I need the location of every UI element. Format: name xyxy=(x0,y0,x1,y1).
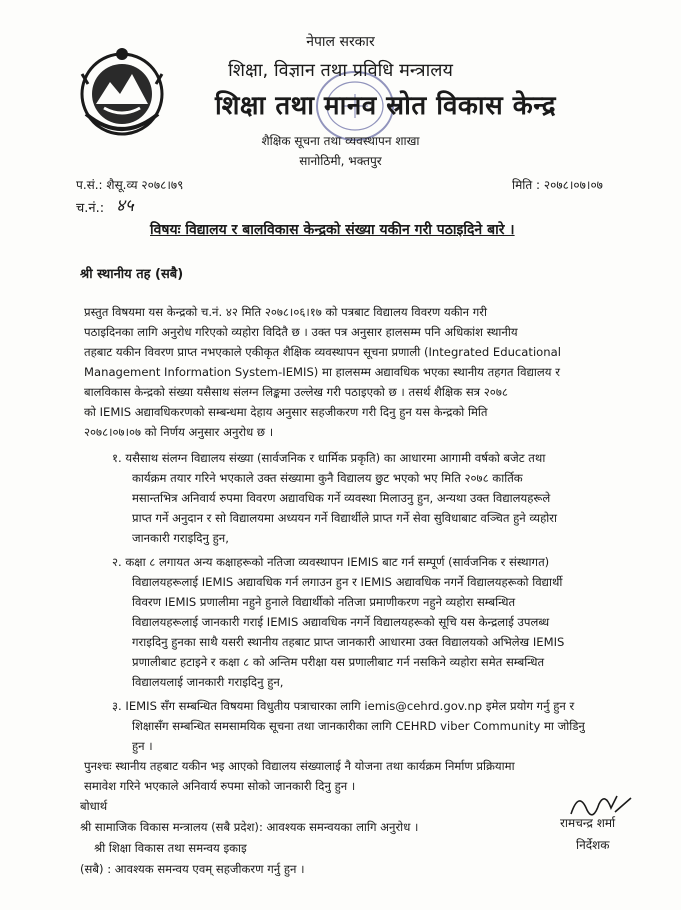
header-place: सानोठिमी, भक्तपुर xyxy=(299,154,382,168)
header-government: नेपाल सरकार xyxy=(306,34,375,50)
cc-heading: बोधार्थ xyxy=(80,799,108,813)
list-item-line: २. कक्षा ८ लगायत अन्य कक्षाहरूको नतिजा व्यवस्थापन IEMIS बाट गर्न सम्पूर्ण (सार्वजनिक र संस्थागत) xyxy=(112,555,550,569)
body-line: पठाइदिनका लागि अनुरोध गरिएको व्यहोरा विदितै छ । उक्त पत्र अनुसार हालसम्म पनि अधिकांश स्थानीय xyxy=(84,325,518,339)
header-ministry: शिक्षा, विज्ञान तथा प्रविधि मन्त्रालय xyxy=(228,60,453,81)
cc-line: श्री शिक्षा विकास तथा समन्वय इकाइ xyxy=(94,841,247,855)
dispatch-number-value: ४५ xyxy=(116,196,134,216)
body-paragraph xyxy=(84,302,561,442)
body-line: प्रस्तुत विषयमा यस केन्द्रको च.नं. ४२ मिति २०७८।०६।१७ को पत्रबाट विद्यालय विवरण यकीन गरी xyxy=(84,305,488,319)
list-item-line: विद्यालयहरूलाई IEMIS अद्यावधिक गर्न लगाउन हुन र IEMIS अद्यावधिक नगर्ने विद्यालयहरूको विद्यार्थी xyxy=(132,575,563,589)
closing-note xyxy=(84,756,515,796)
list-item-line: कार्यक्रम तयार गरिने भएकाले उक्त संख्यामा कुनै विद्यालय छुट भएको भए मिति २०७८ कार्तिक xyxy=(132,471,523,485)
list-item-line: शिक्षासँग सम्बन्धित समसामयिक सूचना तथा जानकारीका लागि CEHRD viber Community मा जोडिनु xyxy=(132,719,585,733)
list-item-3 xyxy=(112,696,585,756)
list-item-line: प्राप्त गर्ने अनुदान र सो विद्यालयमा अध्ययन गर्ने विद्यार्थीले प्राप्त गर्ने सेवा सुविधाबाट वञ्चित हुने व्यहोरा xyxy=(132,511,558,525)
list-item-line: प्रणालीबाट हटाइने र कक्षा ८ को अन्तिम परीक्षा यस प्रणालीबाट गर्न नसकिने व्यहोरा समेत सम्बन्धित xyxy=(132,655,545,669)
header-center-name: शिक्षा तथा मानव स्रोत विकास केन्द्र xyxy=(215,91,557,121)
list-item-line: गराइदिनु हुनका साथै यसरी स्थानीय तहबाट प्राप्त जानकारी आधारमा उक्त विद्यालयको अभिलेख IEMIS xyxy=(132,635,565,649)
reference-number: प.सं.: शैसू.व्य २०७८।७९ xyxy=(76,178,184,192)
list-item-1 xyxy=(112,448,557,548)
list-item-line: विवरण IEMIS प्रणालीमा नहुने हुनाले विद्यार्थीको नतिजा प्रमाणीकरण नहुने व्यहोरा सम्बन्धित xyxy=(132,595,516,609)
dispatch-number-label: च.नं.: xyxy=(76,201,105,216)
body-line: को IEMIS अद्यावधिकरणको सम्बन्धमा देहाय अनुसार सहजीकरण गरी दिनु हुन यस केन्द्रको मिति xyxy=(84,405,488,419)
header-section: शैक्षिक सूचना तथा व्यवस्थापन शाखा xyxy=(261,134,420,148)
letter-date: मिति : २०७८।०७।०७ xyxy=(512,178,603,192)
list-item-2 xyxy=(112,552,564,692)
signatory-title: निर्देशक xyxy=(576,838,610,852)
cc-line: श्री सामाजिक विकास मन्त्रालय (सबै प्रदेश): आवश्यक समन्वयका लागि अनुरोध । xyxy=(80,820,419,834)
cc-line: (सबै) : आवश्यक समन्वय एवम् सहजीकरण गर्नु हुन । xyxy=(80,862,305,876)
closing-line: पुनश्चः स्थानीय तहबाट यकीन भइ आएको विद्यालय संख्यालाई नै योजना तथा कार्यक्रम निर्माण प्रक्रियामा xyxy=(84,759,515,773)
list-item-line: ३. IEMIS सँग सम्बन्धित विषयमा विधुतीय पत्राचारका लागि iemis@cehrd.gov.np इमेल प्रयोग गर्नु हुन र xyxy=(112,699,575,713)
list-item-line: मसान्तभित्र अनिवार्य रुपमा विवरण अद्यावधिक गर्ने व्यवस्था मिलाउनु हुन, अन्यथा उक्त विद्यालयहरूले xyxy=(132,491,551,505)
body-line: Management Information System-IEMIS) मा हालसम्म अद्यावधिक भएका स्थानीय तहगत विद्यालय र xyxy=(84,365,560,379)
list-item-line: १. यसैसाथ संलग्न विद्यालय संख्या (सार्वजनिक र धार्मिक प्रकृति) का आधारमा आगामी वर्षको बजेट तथा xyxy=(112,451,546,465)
list-item-line: हुन । xyxy=(132,739,153,753)
body-line: २०७८।०७।०७ को निर्णय अनुसार अनुरोध छ । xyxy=(84,425,274,439)
body-line: बालविकास केन्द्रको संख्या यसैसाथ संलग्न लिङ्कमा उल्लेख गरी पठाइएको छ । तसर्थ शैक्षिक सत्र २०७८ xyxy=(84,385,508,399)
closing-line: समावेश गरिने भएकाले अनिवार्य रुपमा सोको जानकारी दिनु हुन । xyxy=(84,779,356,793)
signatory-name: रामचन्द्र शर्मा xyxy=(560,816,616,830)
letter-addressee: श्री स्थानीय तह (सबै) xyxy=(80,267,184,282)
list-item-line: विद्यालयलाई जानकारी गराइदिनु हुन, xyxy=(132,675,284,689)
letter-subject: विषयः विद्यालय र बालविकास केन्द्रको संख्या यकीन गरी पठाइदिने बारे । xyxy=(150,222,515,238)
list-item-line: विद्यालयहरूलाई जानकारी गराई IEMIS अद्यावधिक नगर्ने विद्यालयहरूको सूचि यस केन्द्रलाई उपलब्ध xyxy=(132,615,550,629)
body-line: तहबाट यकीन विवरण प्राप्त नभएकाले एकीकृत शैक्षिक व्यवस्थापन सूचना प्रणाली (Integrated Educational xyxy=(84,345,561,359)
list-item-line: जानकारी गराइदिनु हुन, xyxy=(132,531,229,545)
cc-list xyxy=(80,796,418,880)
